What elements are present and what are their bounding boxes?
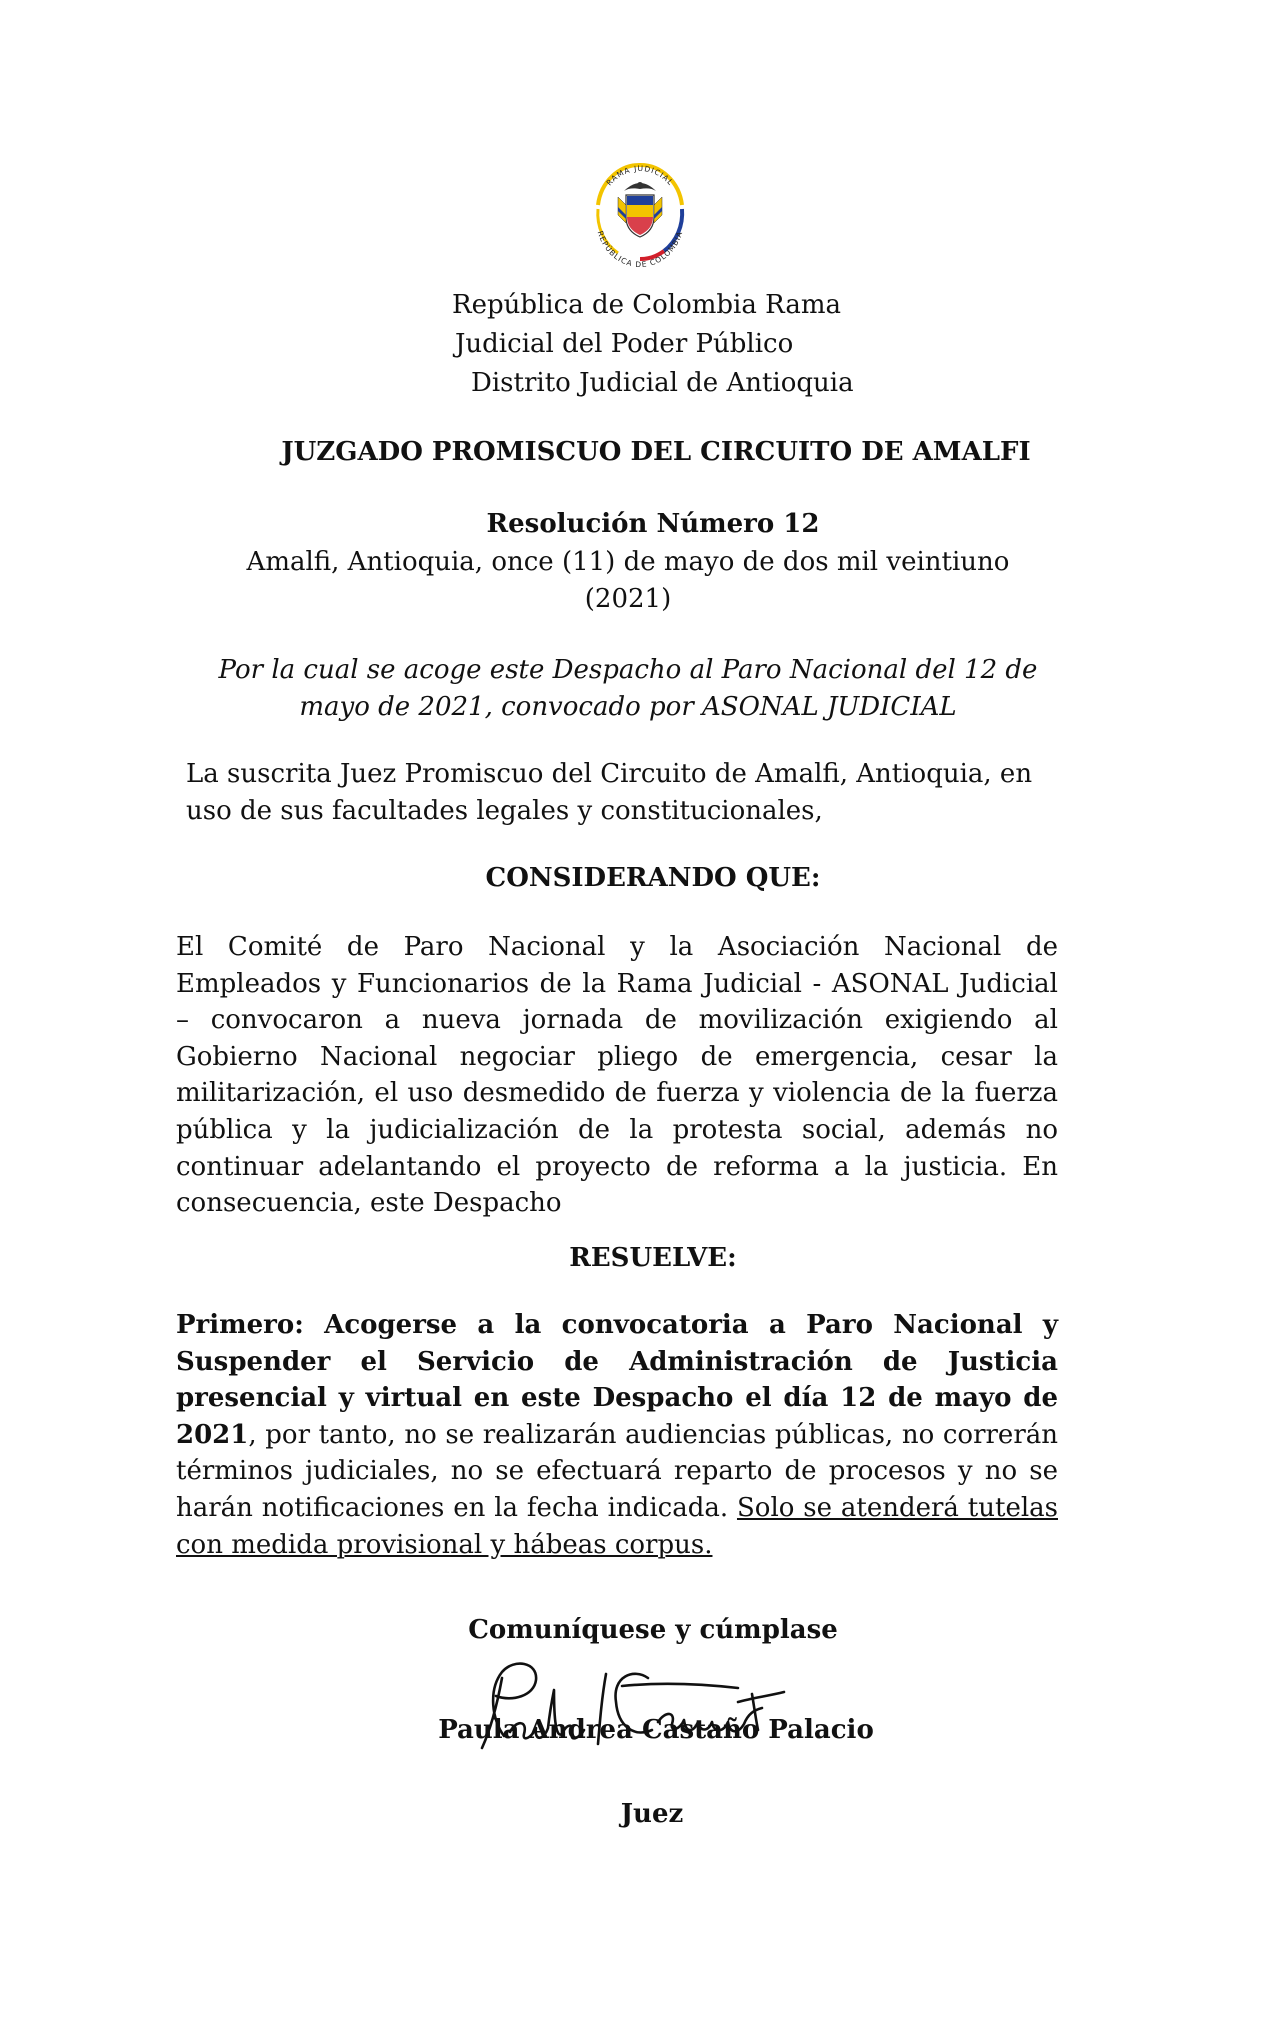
intro-paragraph: La suscrita Juez Promiscuo del Circuito de Amalfi, Antioquia, en uso de sus facultades legales y constitucionales, [186,759,1033,826]
court-name: JUZGADO PROMISCUO DEL CIRCUITO DE AMALFI [281,437,1031,467]
resolution-title: Resolución Número 12 [486,509,820,539]
signer-role: Juez [620,1799,684,1829]
resolution-subject: Por la cual se acoge este Despacho al Paro Nacional del 12 de mayo de 2021, convocado por ASONAL JUDICIAL [218,655,1038,722]
closing-formula: Comuníquese y cúmplase [468,1615,838,1645]
resuelve-plain-text: , por tanto, no se realizarán audiencias públicas, no correrán términos judiciales, no se efectuará reparto de procesos y no se harán notificaciones en la fecha indicada. [176,1419,1058,1523]
considerando-paragraph: El Comité de Paro Nacional y la Asociación Nacional de Empleados y Funcionarios de la Rama Judicial - ASONAL Judicial – convocaron a nueva jornada de movilización exigiendo al Gobierno Nacional negociar pliego de emergencia, cesar la militarización, el uso desmedido de fuerza y violencia de la fuerza pública y la judicialización de la protesta social, además no continuar adelantando el proyecto de reforma a la justicia. En consecuencia, este Despacho [176,932,1058,1219]
resuelve-bold-text: Primero: Acogerse a la convocatoria a Paro Nacional y Suspender el Servicio de Administración de Justicia presencial y virtual en este Despacho el día 12 de mayo de 2021 [176,1310,1058,1450]
signature-text: Paula Castaño [462,1650,470,1651]
resuelve-heading: RESUELVE: [569,1243,737,1273]
institution-header [452,286,912,403]
seal-top-text: RAMA JUDICIAL [604,163,676,188]
header-line-2: Judicial del Poder Público [455,329,794,359]
considerando-heading: CONSIDERANDO QUE: [485,863,821,893]
resolution-date: Amalfi, Antioquia, once (11) de mayo de dos mil veintiuno (2021) [246,547,1010,614]
signer-name: Paula Andrea Castaño Palacio [438,1715,874,1745]
rama-judicial-seal [584,145,696,281]
resuelve-underlined-text: Solo se atenderá tutelas con medida provisional y hábeas corpus. [176,1492,1058,1560]
header-line-3: Distrito Judicial de Antioquia [471,368,854,398]
resuelve-paragraph [176,1307,1058,1563]
header-line-1: República de Colombia Rama [452,290,841,320]
seal-bottom-text: REPÚBLICA DE COLOMBIA [595,229,685,270]
